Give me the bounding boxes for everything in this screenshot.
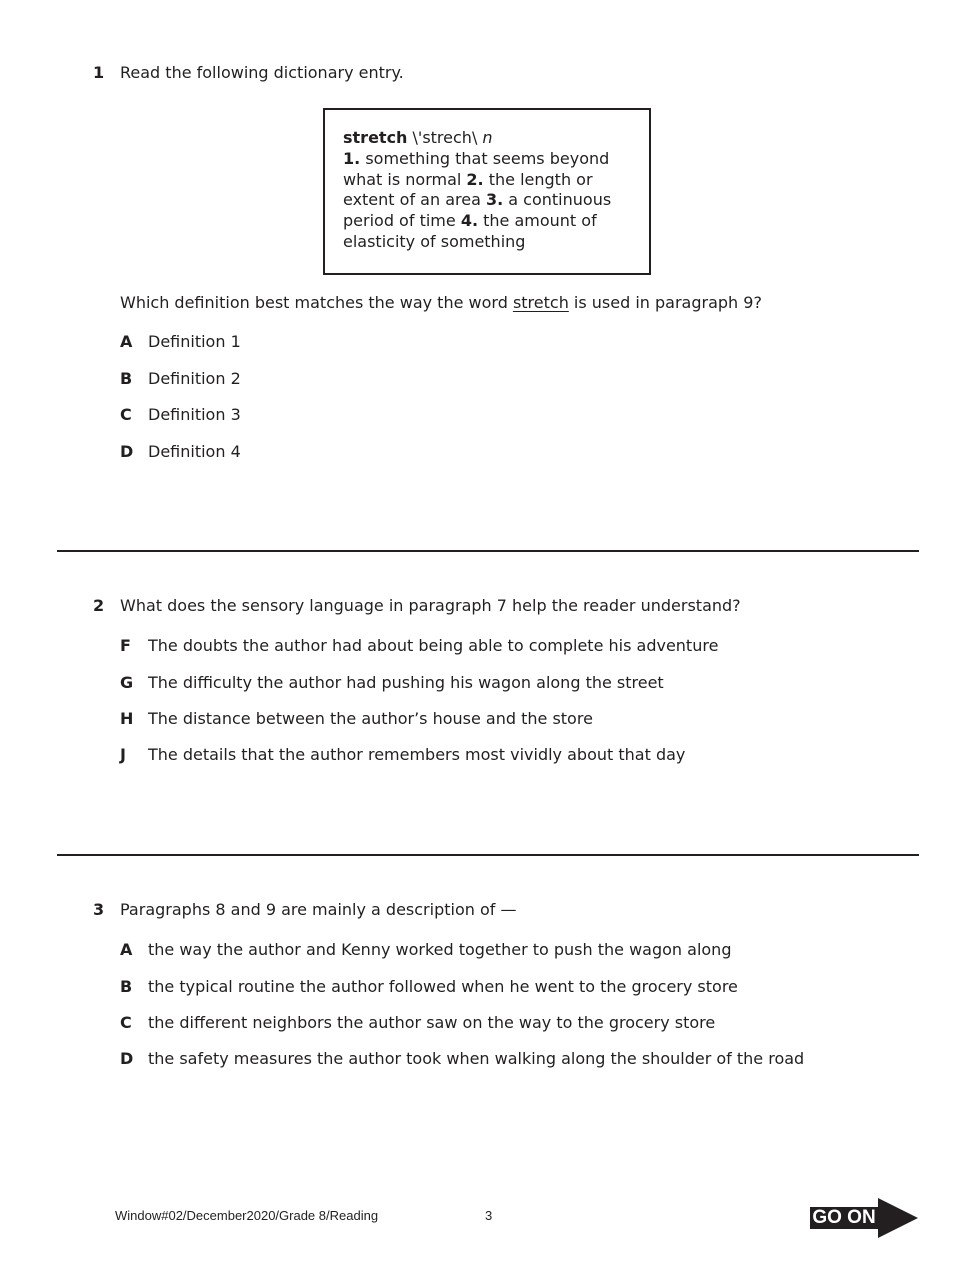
option-letter: A — [120, 332, 133, 351]
option-letter: H — [120, 709, 134, 728]
option-text: Definition 2 — [148, 369, 241, 388]
option-text: The distance between the author’s house and the store — [148, 709, 593, 728]
option-text: Definition 4 — [148, 442, 241, 461]
entry-part-of-speech: n — [482, 128, 493, 147]
question-number: 2 — [93, 596, 105, 615]
option-letter: C — [120, 1013, 132, 1032]
entry-word: stretch — [343, 128, 408, 147]
divider — [57, 854, 919, 856]
option-text: the way the author and Kenny worked together to push the wagon along — [148, 940, 732, 959]
option-letter: D — [120, 442, 134, 461]
option-text: the typical routine the author followed when he went to the grocery store — [148, 977, 738, 996]
definition-text: the amount of elasticity of something — [343, 211, 597, 251]
question-prompt: What does the sensory language in paragraph 7 help the reader understand? — [120, 596, 741, 615]
option-text: Definition 1 — [148, 332, 241, 351]
definition-text: the length or extent of an area — [343, 169, 593, 210]
question-prompt: Read the following dictionary entry. — [120, 63, 404, 82]
option-text: the safety measures the author took when walking along the shoulder of the road — [148, 1049, 805, 1068]
definition-text: something that seems beyond what is normal — [343, 148, 610, 189]
go-on-label: GO ON — [810, 1207, 878, 1229]
option-text: Definition 3 — [148, 405, 241, 424]
question-text-part: is used in paragraph 9? — [568, 293, 762, 312]
definition-number: 4. — [460, 211, 479, 231]
question-text-part: Which definition best matches the way the word — [120, 293, 513, 312]
dictionary-entry — [323, 108, 651, 275]
option-letter: B — [120, 977, 133, 996]
arrow-right-icon — [878, 1198, 918, 1238]
option-letter: C — [120, 405, 132, 424]
option-text: The doubts the author had about being able to complete his adventure — [148, 636, 719, 655]
entry-pronunciation: \'strech\ — [412, 128, 478, 147]
option-text: The difficulty the author had pushing his wagon along the street — [148, 673, 664, 692]
footer-document-id: Window#02/December2020/Grade 8/Reading — [115, 1208, 379, 1223]
question-text — [120, 293, 762, 312]
divider — [57, 550, 919, 552]
definition-text: a continuous period of time — [343, 190, 612, 231]
question-prompt: Paragraphs 8 and 9 are mainly a description of — — [120, 900, 517, 919]
option-text: The details that the author remembers most vividly about that day — [148, 745, 686, 764]
option-letter: J — [120, 745, 126, 764]
definition-number: 1. — [343, 148, 361, 168]
page-number: 3 — [485, 1208, 493, 1223]
go-on-indicator — [810, 1198, 920, 1238]
definition-number: 2. — [466, 169, 484, 189]
option-letter: D — [120, 1049, 134, 1068]
question-number: 3 — [93, 900, 105, 919]
option-letter: A — [120, 940, 133, 959]
option-text: the different neighbors the author saw on the way to the grocery store — [148, 1013, 716, 1032]
underlined-word: stretch — [512, 293, 569, 312]
option-letter: F — [120, 636, 131, 655]
definition-number: 3. — [485, 190, 504, 210]
option-letter: G — [120, 673, 134, 692]
question-number: 1 — [93, 63, 105, 82]
option-letter: B — [120, 369, 133, 388]
